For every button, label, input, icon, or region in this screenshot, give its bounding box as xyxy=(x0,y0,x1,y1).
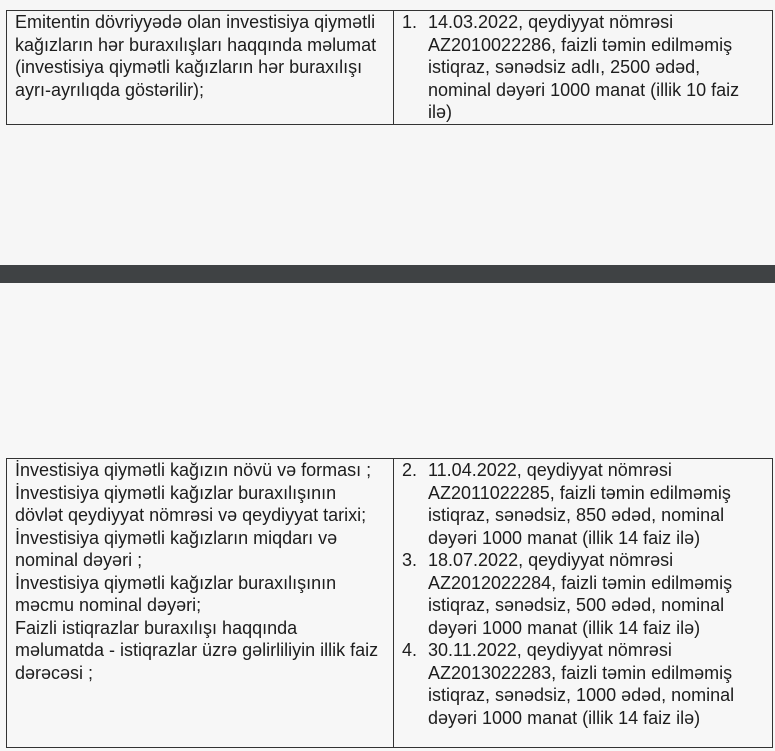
list-item xyxy=(402,549,768,639)
table-row xyxy=(7,459,773,748)
list-item xyxy=(402,639,768,729)
row-label xyxy=(7,459,394,748)
label-interest-rate: Faizli istiqrazlar buraxılışı haqqında məlumatda - istiqrazlar üzrə gəlirliliyin illik faiz dərəcəsi ; xyxy=(15,617,379,683)
securities-table-1 xyxy=(6,10,773,125)
securities-table-2 xyxy=(6,458,773,748)
item-text: 18.07.2022, qeydiyyat nömrəsi AZ2012022284, faizli təmin edilməmiş istiqraz, sənədsiz, 500 ədəd, nominal dəyəri 1000 manat (illik 14 faiz ilə) xyxy=(428,550,733,638)
label-registration: İnvestisiya qiymətli kağızlar buraxılışının dövlət qeydiyyat nömrəsi və qeydiyyat tarixi; xyxy=(15,482,367,525)
item-number: 3. xyxy=(402,550,418,570)
item-text: 11.04.2022, qeydiyyat nömrəsi AZ2011022285, faizli təmin edilməmiş istiqraz, sənədsiz, 850 ədəd, nominal dəyəri 1000 manat (illik 14 faiz ilə) xyxy=(428,460,731,548)
item-text: 30.11.2022, qeydiyyat nömrəsi AZ2013022283, faizli təmin edilməmiş istiqraz, sənədsiz, 1000 ədəd, nominal dəyəri 1000 manat (illik 14 faiz ilə) xyxy=(428,640,735,728)
page-separator xyxy=(0,265,775,283)
label-quantity-nominal: İnvestisiya qiymətli kağızların miqdarı və nominal dəyəri ; xyxy=(15,527,338,570)
label-total-nominal: İnvestisiya qiymətli kağızlar buraxılışının məcmu nominal dəyəri; xyxy=(15,572,337,615)
table-row xyxy=(7,11,773,125)
row-value xyxy=(394,11,773,125)
row-label: Emitentin dövriyyədə olan investisiya qiymətli kağızların hər buraxılışları haqqında məlumat (investisiya qiymətli kağızların hər buraxılışı ayrı-ayrılıqda göstərilir); xyxy=(7,11,394,125)
list-item xyxy=(402,459,768,549)
item-number: 4. xyxy=(402,640,418,660)
row-value xyxy=(394,459,773,748)
item-number: 2. xyxy=(402,460,418,480)
item-number: 1. xyxy=(402,12,418,32)
label-type-form: İnvestisiya qiymətli kağızın növü və forması ; xyxy=(15,460,372,480)
item-text: 14.03.2022, qeydiyyat nömrəsi AZ2010022286, faizli təmin edilməmiş istiqraz, sənədsiz adlı, 2500 ədəd, nominal dəyəri 1000 manat (illik 10 faiz ilə) xyxy=(428,12,740,122)
list-item xyxy=(402,11,768,124)
